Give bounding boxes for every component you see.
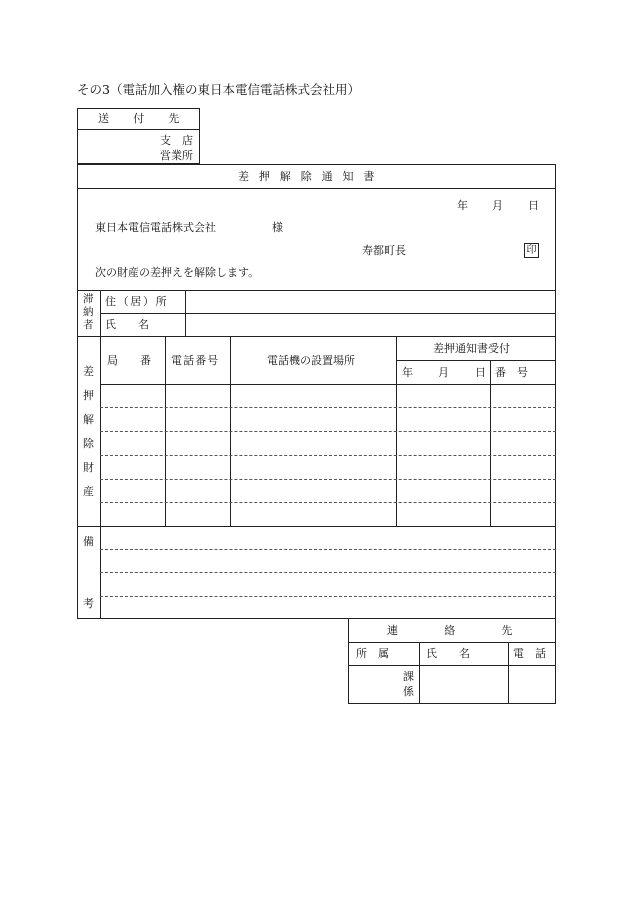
date-month-label: 月 [492,199,503,212]
form-caption: その3（電話加入権の東日本電信電話株式会社用） [77,82,360,97]
col-header-receipt-month: 月 [438,366,449,379]
contact-col-divider-1 [419,642,420,704]
notice-title: 差押解除通知書 [238,170,385,183]
remarks-line [100,549,556,550]
col-header-phone: 電話番号 [171,354,220,367]
date-year-label: 年 [457,199,468,212]
remarks-line [100,596,556,597]
col-header-location: 電話機の設置場所 [267,354,355,367]
contact-name-label: 氏 名 [426,647,470,660]
receipt-sub-line [396,360,556,361]
col-header-receipt-number: 番 号 [495,366,528,379]
name-label: 氏 名 [105,318,149,331]
delinquent-label-2: 納 [83,306,94,318]
property-bottom-line [77,526,556,527]
sender-branch-label: 支 店 [160,134,193,147]
addressee: 東日本電信電話株式会社 [95,221,216,234]
property-label-5: 財 [83,461,94,474]
property-row-line [100,455,556,456]
date-day-label: 日 [528,199,539,212]
delinquent-label-1: 滞 [83,293,94,305]
remarks-label-bottom: 考 [83,597,94,610]
property-row-line [100,407,556,408]
property-row-line [100,502,556,503]
col-header-station: 局 番 [107,354,151,367]
property-label-3: 解 [83,413,94,426]
issuer: 寿都町長 [362,244,406,257]
contact-header: 連 絡 先 [387,624,530,637]
contact-phone-label: 電 話 [513,647,546,660]
seal-mark: 印 [524,243,539,258]
delinquent-bottom-line [77,336,556,337]
sender-divider [77,129,200,130]
notice-body-text: 次の財産の差押えを解除します。 [95,266,260,279]
property-label-2: 押 [83,389,94,402]
title-divider [77,188,556,189]
sender-header: 送 付 先 [98,112,186,125]
delinquent-top-line [77,290,556,291]
delinquent-label-3: 者 [83,319,94,331]
remarks-label-top: 備 [83,535,94,548]
property-row-line [100,431,556,432]
sender-office-label: 営業所 [160,149,193,162]
property-label-4: 除 [83,437,94,450]
address-label: 住（居）所 [105,295,169,308]
col-header-receipt: 差押通知書受付 [433,342,510,355]
contact-header-line [348,642,556,643]
delinquent-mid-line [100,313,556,314]
col-header-receipt-year: 年 [402,366,413,379]
contact-staff-label: 係 [403,685,414,698]
addressee-honorific: 様 [272,221,283,234]
property-header-line [100,384,556,385]
contact-dept-label: 所 属 [356,647,389,660]
contact-subheader-line [348,665,556,666]
property-label-1: 差 [83,365,94,378]
property-label-6: 産 [83,485,94,498]
remarks-line [100,572,556,573]
property-row-line [100,479,556,480]
contact-col-divider-2 [508,642,509,704]
contact-section-label: 課 [403,670,414,683]
col-header-receipt-day: 日 [475,366,486,379]
